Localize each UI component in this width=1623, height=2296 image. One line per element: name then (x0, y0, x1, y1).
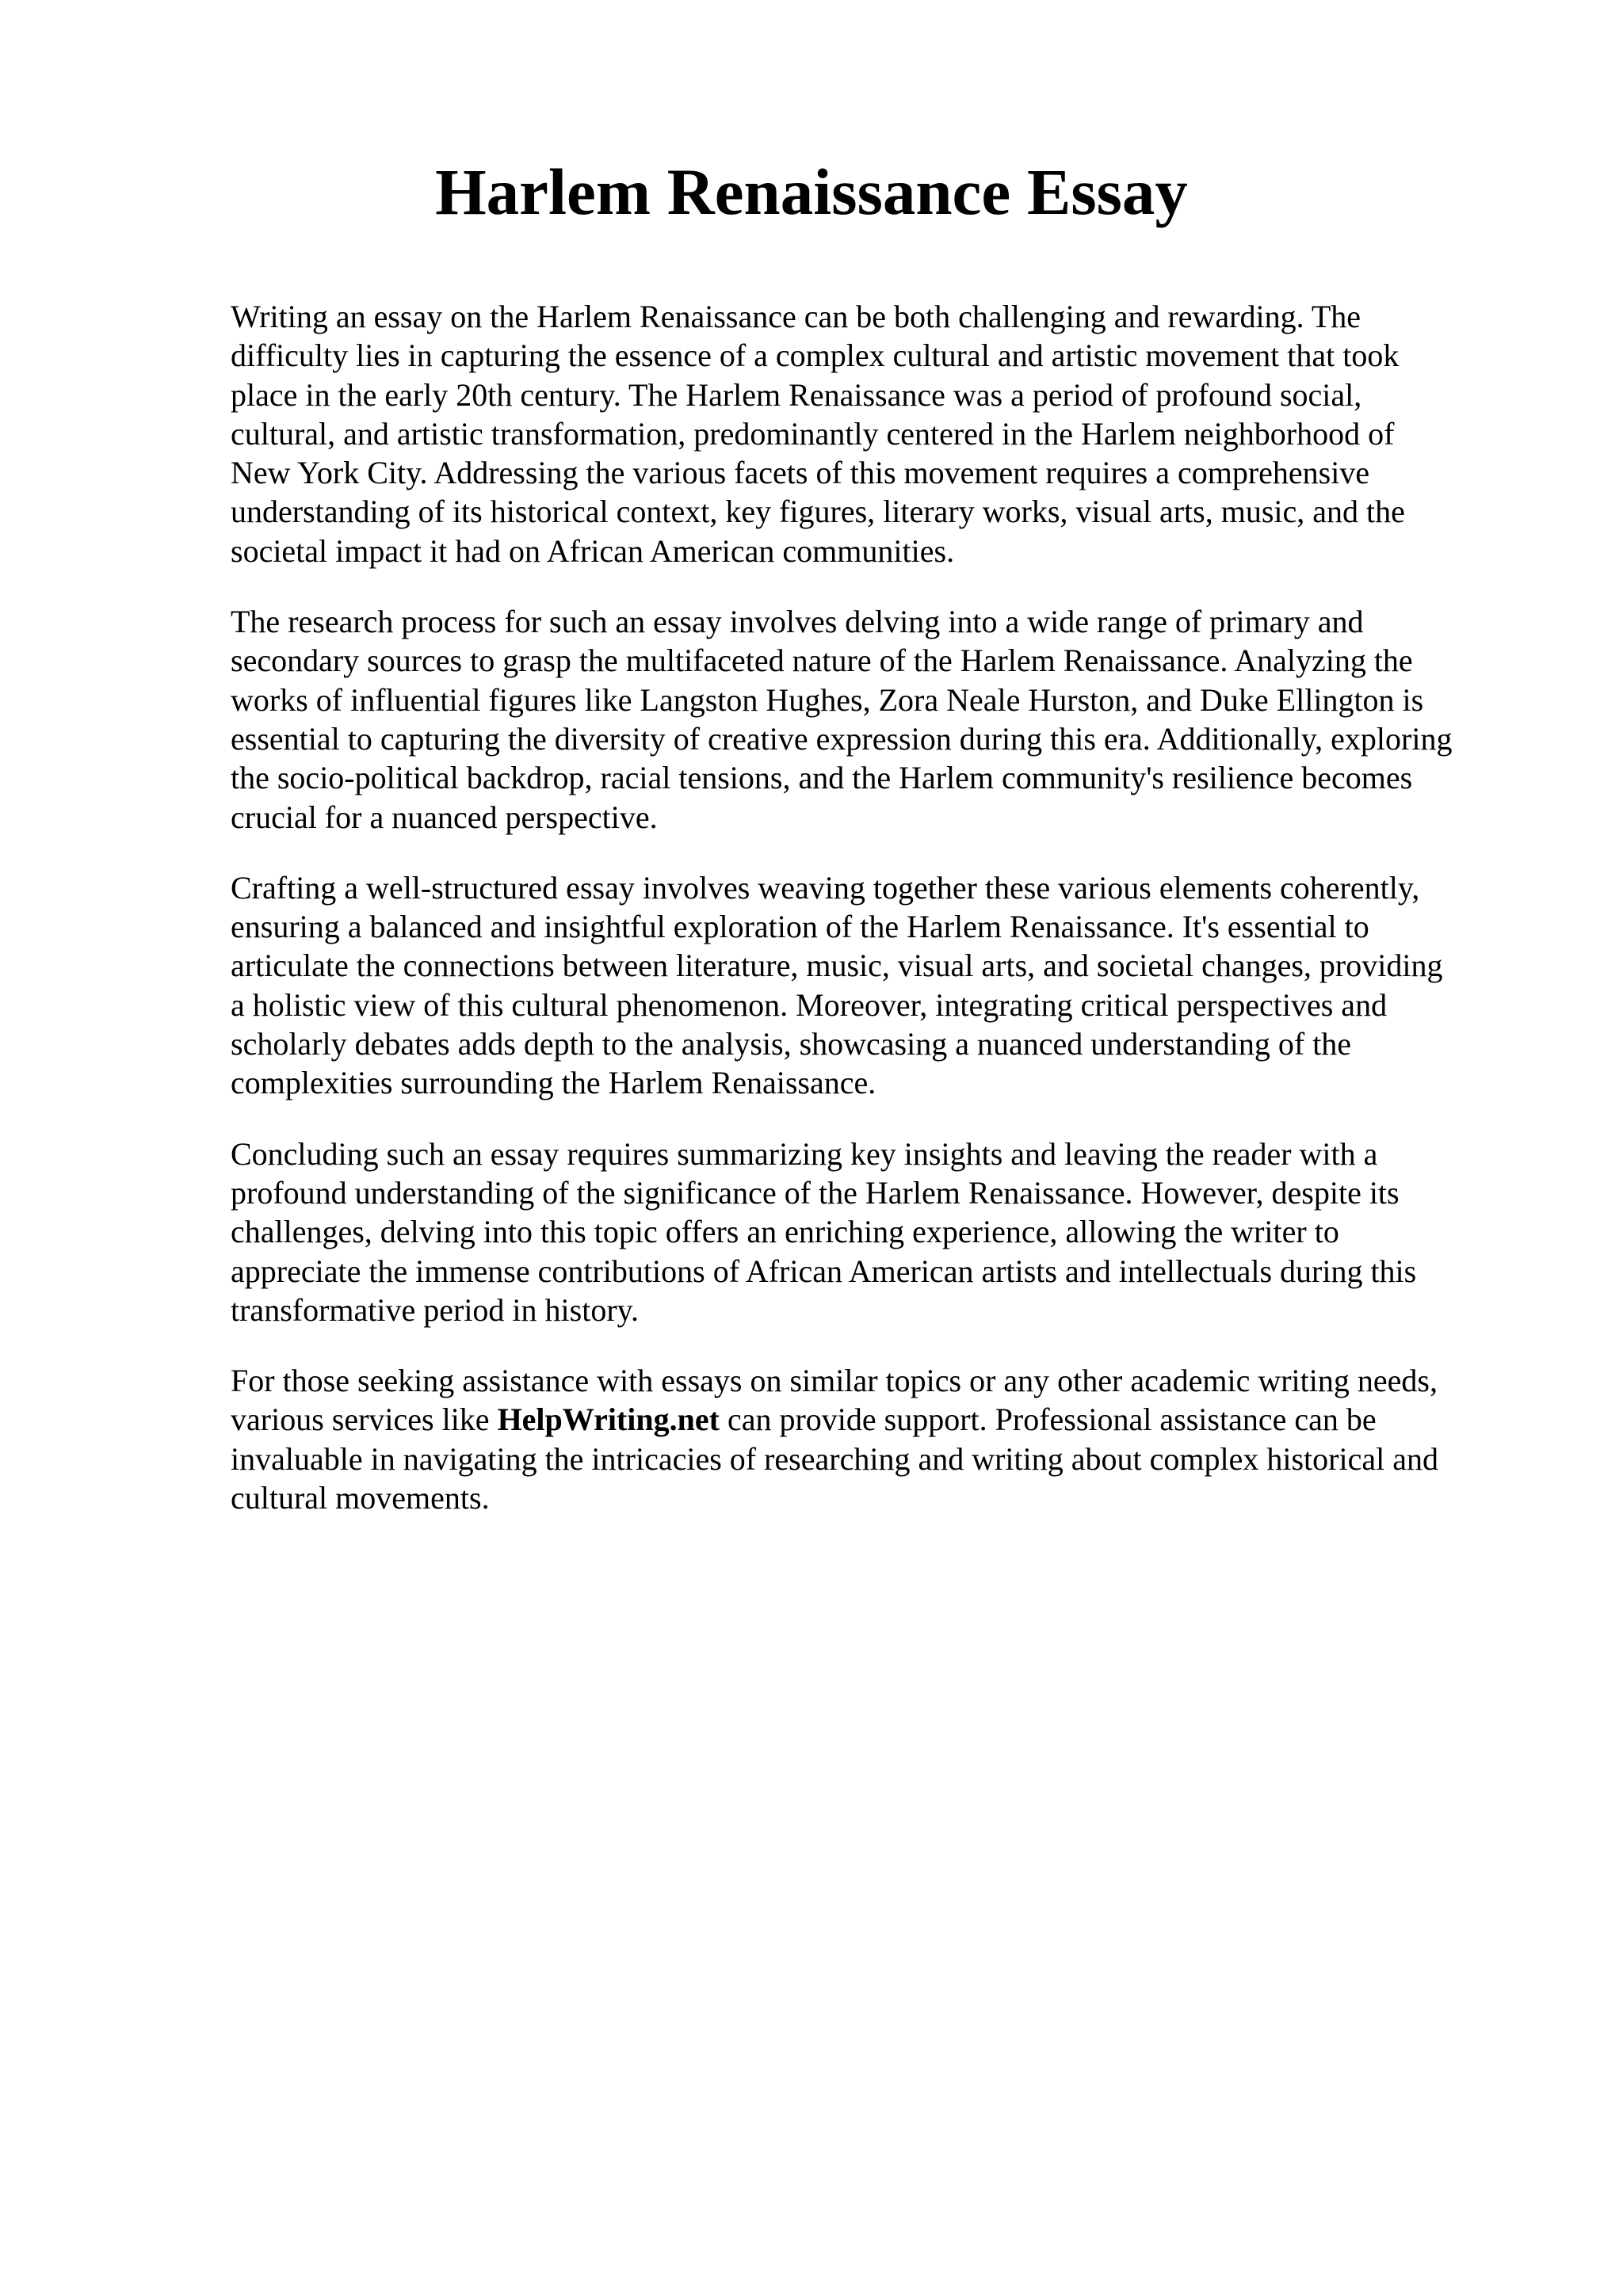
text-line: secondary sources to grasp the multifaceted nature of the Harlem Renaissance. Analyzing the (231, 643, 1413, 679)
text-line: societal impact it had on African American communities. (231, 532, 955, 569)
text-line: New York City. Addressing the various facets of this movement requires a comprehensive (231, 455, 1370, 491)
paragraph-1 (231, 297, 1514, 570)
text-line: For those seeking assistance with essays on similar topics or any other academic writing needs, (231, 1363, 1438, 1399)
text-line: appreciate the immense contributions of African American artists and intellectuals during this (231, 1253, 1417, 1289)
text-line: complexities surrounding the Harlem Renaissance. (231, 1065, 876, 1101)
brand-name: HelpWriting.net (497, 1402, 720, 1438)
text-line: understanding of its historical context, key figures, literary works, visual arts, music, and the (231, 494, 1405, 530)
text-line: crucial for a nuanced perspective. (231, 799, 658, 835)
essay-body (231, 297, 1514, 1549)
text-line: Concluding such an essay requires summarizing key insights and leaving the reader with a (231, 1135, 1378, 1172)
text-line: The research process for such an essay involves delving into a wide range of primary and (231, 604, 1364, 640)
text-line: invaluable in navigating the intricacies of researching and writing about complex historical and (231, 1440, 1438, 1477)
text-line: Crafting a well-structured essay involves weaving together these various elements coherently, (231, 869, 1420, 906)
paragraph-3 (231, 868, 1514, 1103)
text-line: articulate the connections between literature, music, visual arts, and societal changes, providing (231, 948, 1443, 984)
paragraph-4 (231, 1135, 1514, 1329)
paragraph-5 (231, 1361, 1514, 1517)
text-fragment: can provide support. Professional assistance can be (719, 1402, 1377, 1438)
essay-title: Harlem Renaissance Essay (435, 155, 1188, 228)
text-fragment: various services like (231, 1402, 498, 1438)
text-line: cultural movements. (231, 1480, 490, 1516)
text-line: place in the early 20th century. The Harlem Renaissance was a period of profound social, (231, 376, 1362, 413)
text-line: a holistic view of this cultural phenomenon. Moreover, integrating critical perspectives and (231, 986, 1388, 1023)
text-line: Writing an essay on the Harlem Renaissance can be both challenging and rewarding. The (231, 299, 1361, 334)
text-line (231, 1400, 1514, 1439)
text-line: essential to capturing the diversity of creative expression during this era. Additionally, exploring (231, 720, 1453, 757)
text-line: ensuring a balanced and insightful exploration of the Harlem Renaissance. It's essential to (231, 909, 1369, 945)
text-line: cultural, and artistic transformation, predominantly centered in the Harlem neighborhood of (231, 415, 1395, 452)
text-line: works of influential figures like Langston Hughes, Zora Neale Hurston, and Duke Ellington is (231, 681, 1424, 718)
text-line: difficulty lies in capturing the essence of a complex cultural and artistic movement that took (231, 338, 1400, 374)
text-line: scholarly debates adds depth to the analysis, showcasing a nuanced understanding of the (231, 1026, 1352, 1062)
text-line: challenges, delving into this topic offers an enriching experience, allowing the writer to (231, 1214, 1339, 1250)
text-line: transformative period in history. (231, 1291, 640, 1328)
text-line: the socio-political backdrop, racial tensions, and the Harlem community's resilience becomes (231, 760, 1413, 796)
paragraph-2 (231, 602, 1514, 837)
text-line: profound understanding of the significance of the Harlem Renaissance. However, despite its (231, 1174, 1400, 1211)
